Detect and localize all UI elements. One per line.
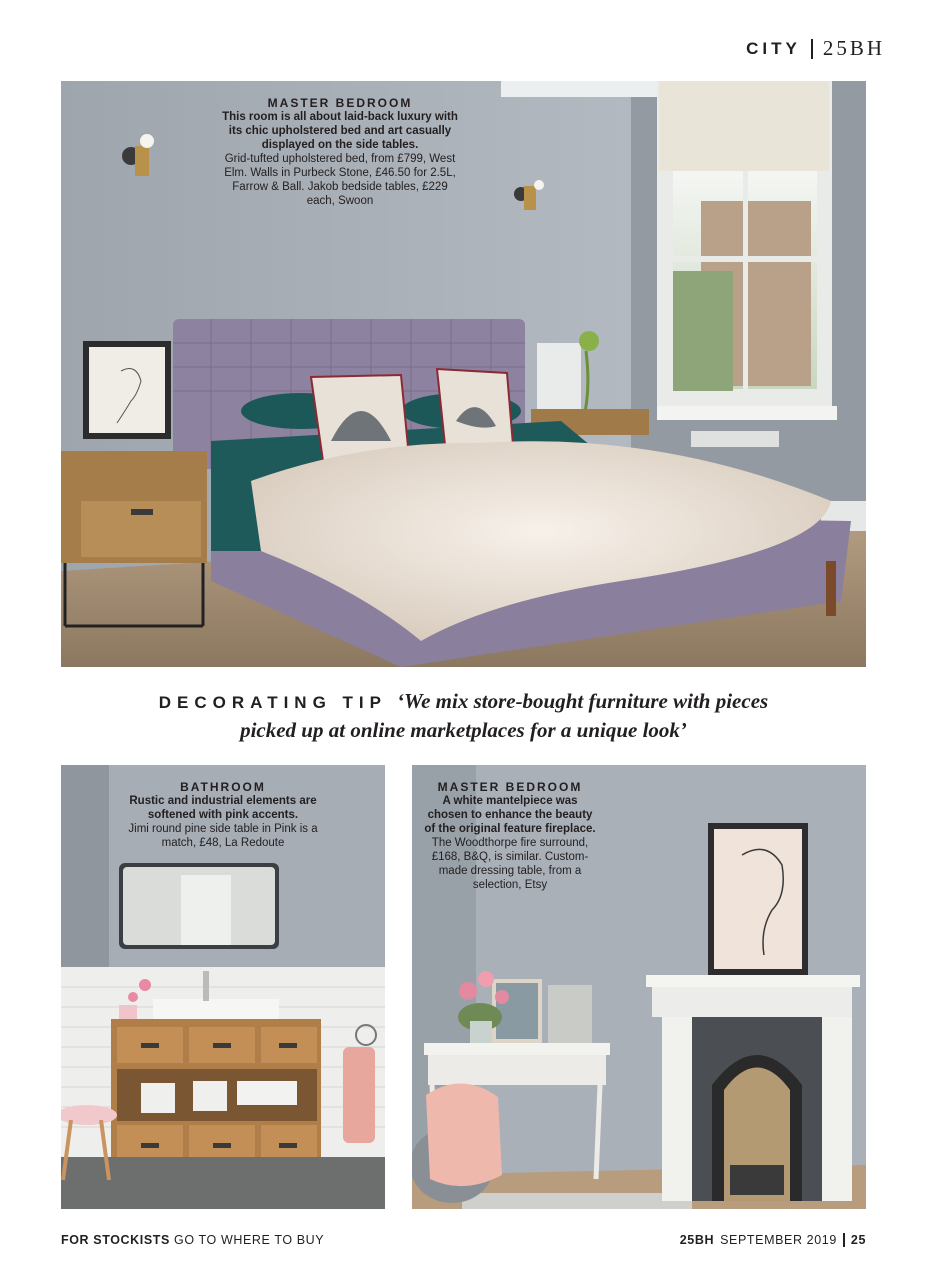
- bathroom-caption: [110, 780, 336, 850]
- footer-divider: [843, 1233, 845, 1247]
- footer-issue: SEPTEMBER 2019: [720, 1233, 837, 1247]
- page-header: [746, 36, 885, 61]
- main-caption: [222, 96, 458, 208]
- caption-title: MASTER BEDROOM: [437, 780, 583, 794]
- header-divider: [811, 39, 813, 59]
- tip-label: DECORATING TIP: [158, 693, 387, 712]
- tip-quote-line1: ‘We mix store-bought furniture with pieces: [396, 689, 769, 713]
- tip-quote-line2: picked up at online marketplaces for a unique look’: [240, 718, 687, 742]
- master-bedroom-photo: [61, 81, 866, 667]
- caption-title: MASTER BEDROOM: [267, 96, 413, 110]
- footer-stockists-label: FOR STOCKISTS: [61, 1233, 170, 1247]
- footer-brand: 25BH: [679, 1233, 715, 1247]
- fireplace-caption: [424, 780, 596, 892]
- brand-logo: 25BH: [822, 36, 885, 60]
- bedroom-illustration: [61, 81, 866, 667]
- stockists-footer: [61, 1233, 324, 1247]
- caption-body: Grid-tufted upholstered bed, from £799, West Elm. Walls in Purbeck Stone, £46.50 for 2.5L, Farrow & Ball. Jakob bedside tables, £229 each, Swoon: [224, 153, 456, 207]
- caption-lead: This room is all about laid-back luxury with its chic upholstered bed and art casually displayed on the side tables.: [222, 111, 458, 151]
- folio-footer: [680, 1233, 866, 1247]
- decorating-tip: [61, 688, 866, 744]
- caption-lead: Rustic and industrial elements are softened with pink accents.: [129, 795, 317, 821]
- caption-title: BATHROOM: [180, 780, 266, 794]
- page-number: 25: [850, 1233, 866, 1247]
- caption-body: The Woodthorpe fire surround, £168, B&Q, is similar. Custom-made dressing table, from a selection, Etsy: [431, 837, 589, 891]
- caption-body: Jimi round pine side table in Pink is a match, £48, La Redoute: [128, 823, 318, 849]
- section-label: CITY: [746, 38, 801, 58]
- footer-stockists-text: GO TO WHERE TO BUY: [174, 1233, 325, 1247]
- caption-lead: A white mantelpiece was chosen to enhance the beauty of the original feature fireplace.: [424, 795, 596, 835]
